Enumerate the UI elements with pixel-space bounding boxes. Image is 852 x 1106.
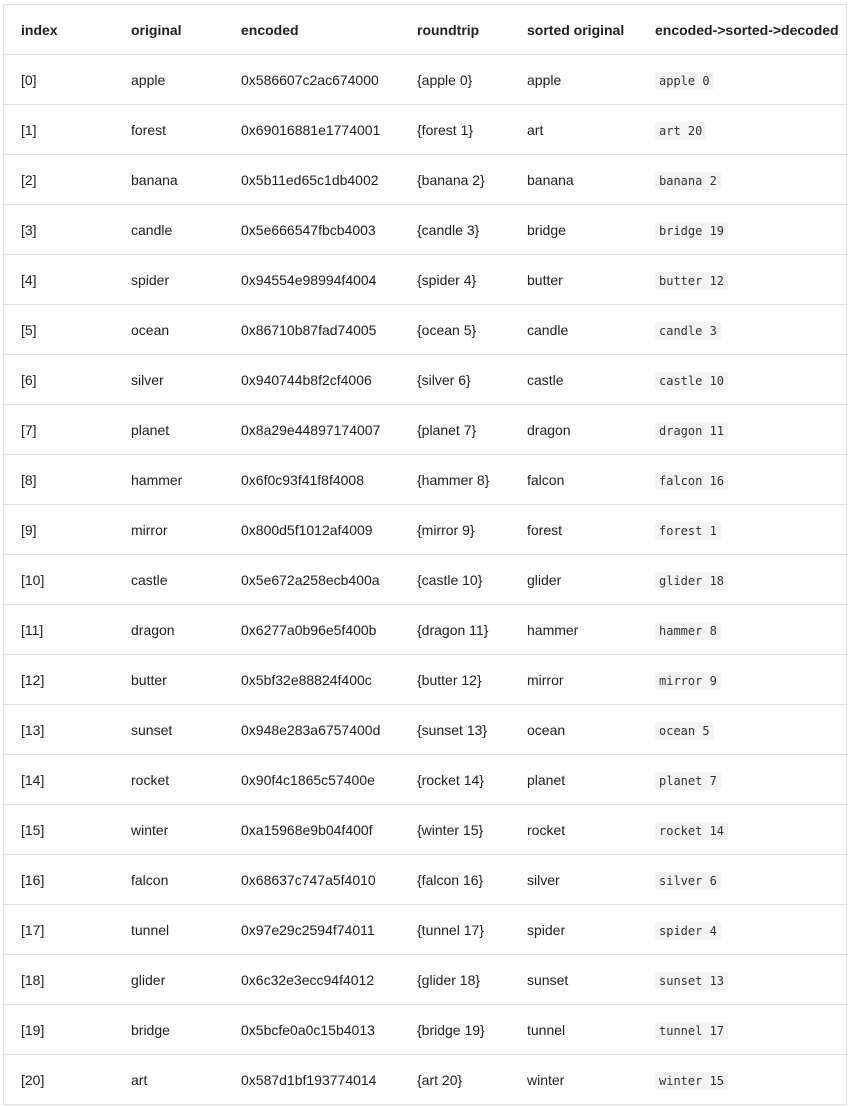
decoded-code: candle 3 [655,322,721,340]
cell-decoded [638,955,848,1005]
cell-sorted-original: spider [510,905,638,955]
cell-sorted-original: falcon [510,455,638,505]
cell-index: [3] [4,205,114,255]
cell-sorted-original: apple [527,71,562,88]
cell-original: winter [114,805,224,855]
cell-encoded: 0x5bcfe0a0c15b4013 [224,1005,400,1055]
cell-encoded: 0x5e666547fbcb4003 [224,205,400,255]
decoded-code: rocket 14 [655,822,728,840]
cell-sorted-original: dragon [510,405,638,455]
cell-original: falcon [114,855,224,905]
cell-encoded: 0x97e29c2594f74011 [224,905,400,955]
cell-decoded [638,255,848,305]
cell-roundtrip: {bridge 19} [400,1005,510,1055]
cell-index: [5] [4,305,114,355]
cell-decoded [638,1005,848,1055]
cell-original: glider [114,955,224,1005]
cell-encoded: 0x8a29e44897174007 [224,405,400,455]
cell-sorted-original: glider [510,555,638,605]
cell-sorted-original: rocket [510,805,638,855]
cell-encoded: 0x94554e98994f4004 [224,255,400,305]
decoded-code: dragon 11 [655,422,728,440]
table-row [4,155,848,205]
cell-original: art [114,1055,224,1105]
cell-original: forest [114,105,224,155]
header-index: index [4,5,114,55]
cell-encoded: 0x6277a0b96e5f400b [224,605,400,655]
cell-original: banana [114,155,224,205]
cell-encoded: 0x90f4c1865c57400e [224,755,400,805]
decoded-code: forest 1 [655,522,721,540]
cell-index: [10] [4,555,114,605]
table-row [4,55,848,105]
cell-index: [2] [4,155,114,205]
cell-index: [13] [4,705,114,755]
results-table [4,5,848,1104]
cell-decoded [638,205,848,255]
cell-roundtrip: {glider 18} [400,955,510,1005]
cell-sorted-original: hammer [510,605,638,655]
cell-index: [9] [4,505,114,555]
table-row [4,355,848,405]
cell-sorted-original: banana [510,155,638,205]
cell-roundtrip: {ocean 5} [400,305,510,355]
decoded-code: castle 10 [655,372,728,390]
decoded-code: hammer 8 [655,622,721,640]
decoded-code: bridge 19 [655,222,728,240]
cell-decoded [638,705,848,755]
header-roundtrip: roundtrip [400,5,510,55]
cell-sorted-original: silver [510,855,638,905]
cell-original: dragon [114,605,224,655]
cell-index: [7] [4,405,114,455]
cell-sorted-original: mirror [510,655,638,705]
cell-roundtrip: {butter 12} [400,655,510,705]
cell-index: [4] [4,255,114,305]
cell-roundtrip: {spider 4} [400,255,510,305]
table-row [4,105,848,155]
decoded-code: apple 0 [655,72,714,90]
cell-original: candle [114,205,224,255]
cell-decoded [638,405,848,455]
cell-encoded: 0x5bf32e88824f400c [224,655,400,705]
cell-sorted-original: candle [510,305,638,355]
cell-decoded [638,1055,848,1105]
table-row [4,855,848,905]
table-row [4,1055,848,1105]
cell-index: [6] [4,355,114,405]
cell-roundtrip: {apple 0} [417,71,473,88]
cell-index: [15] [4,805,114,855]
table-row [4,455,848,505]
cell-roundtrip: {falcon 16} [400,855,510,905]
cell-original: sunset [114,705,224,755]
decoded-code: banana 2 [655,172,721,190]
cell-decoded [638,755,848,805]
table-row [4,505,848,555]
table-row [4,305,848,355]
cell-sorted-original: art [510,105,638,155]
cell-encoded: 0x6c32e3ecc94f4012 [224,955,400,1005]
cell-sorted-original: winter [510,1055,638,1105]
table-row [4,255,848,305]
table-row [4,205,848,255]
cell-roundtrip: {tunnel 17} [400,905,510,955]
decoded-code: tunnel 17 [655,1022,728,1040]
decoded-code: mirror 9 [655,672,721,690]
cell-roundtrip: {planet 7} [400,405,510,455]
cell-index: [20] [4,1055,114,1105]
cell-roundtrip: {art 20} [400,1055,510,1105]
header-sorted-original: sorted original [510,5,638,55]
cell-index: [17] [4,905,114,955]
cell-roundtrip: {sunset 13} [400,705,510,755]
cell-roundtrip: {castle 10} [400,555,510,605]
cell-encoded: 0x586607c2ac674000 [241,71,379,88]
table-row [4,955,848,1005]
cell-decoded [638,455,848,505]
header-encoded: encoded [224,5,400,55]
cell-original: mirror [114,505,224,555]
table-body [4,55,848,1105]
cell-sorted-original: bridge [510,205,638,255]
cell-encoded: 0x800d5f1012af4009 [224,505,400,555]
cell-sorted-original: ocean [510,705,638,755]
cell-roundtrip: {banana 2} [400,155,510,205]
cell-decoded [638,55,848,105]
decoded-code: sunset 13 [655,972,728,990]
cell-original: tunnel [114,905,224,955]
cell-original: spider [114,255,224,305]
cell-index: [16] [4,855,114,905]
cell-index: [0] [21,71,37,88]
cell-original: butter [114,655,224,705]
cell-encoded: 0x86710b87fad74005 [224,305,400,355]
cell-sorted-original: butter [510,255,638,305]
cell-decoded [638,505,848,555]
table-row [4,605,848,655]
header-original: original [114,5,224,55]
cell-original: apple [131,71,166,88]
cell-index: [18] [4,955,114,1005]
table-row [4,805,848,855]
cell-encoded: 0x948e283a6757400d [224,705,400,755]
cell-index: [8] [4,455,114,505]
cell-sorted-original: planet [510,755,638,805]
table-header-row [4,5,848,55]
cell-roundtrip: {winter 15} [400,805,510,855]
cell-decoded [638,105,848,155]
cell-index: [11] [4,605,114,655]
cell-decoded [638,805,848,855]
decoded-code: planet 7 [655,772,721,790]
cell-encoded: 0x940744b8f2cf4006 [224,355,400,405]
cell-roundtrip: {hammer 8} [400,455,510,505]
cell-roundtrip: {forest 1} [400,105,510,155]
cell-encoded: 0x587d1bf193774014 [224,1055,400,1105]
decoded-code: falcon 16 [655,472,728,490]
table-row [4,1005,848,1055]
cell-encoded: 0x68637c747a5f4010 [224,855,400,905]
table-row [4,755,848,805]
table-row [4,905,848,955]
cell-original: rocket [114,755,224,805]
cell-decoded [638,555,848,605]
decoded-code: glider 18 [655,572,728,590]
cell-sorted-original: tunnel [510,1005,638,1055]
cell-original: planet [114,405,224,455]
decoded-code: silver 6 [655,872,721,890]
decoded-code: winter 15 [655,1072,728,1090]
cell-decoded [638,155,848,205]
cell-decoded [638,355,848,405]
decoded-code: ocean 5 [655,722,714,740]
table-row [4,655,848,705]
cell-roundtrip: {silver 6} [400,355,510,405]
cell-roundtrip: {dragon 11} [400,605,510,655]
cell-original: castle [114,555,224,605]
cell-decoded [638,305,848,355]
cell-encoded: 0x5e672a258ecb400a [224,555,400,605]
decoded-code: art 20 [655,122,706,140]
cell-sorted-original: castle [510,355,638,405]
cell-index: [14] [4,755,114,805]
cell-encoded: 0x69016881e1774001 [224,105,400,155]
cell-encoded: 0x6f0c93f41f8f4008 [224,455,400,505]
cell-original: bridge [114,1005,224,1055]
cell-roundtrip: {candle 3} [400,205,510,255]
cell-encoded: 0xa15968e9b04f400f [224,805,400,855]
cell-sorted-original: forest [510,505,638,555]
decoded-code: spider 4 [655,922,721,940]
table-row [4,555,848,605]
cell-original: silver [114,355,224,405]
table-row [4,405,848,455]
cell-roundtrip: {rocket 14} [400,755,510,805]
cell-original: ocean [114,305,224,355]
cell-decoded [638,855,848,905]
cell-index: [1] [4,105,114,155]
cell-original: hammer [114,455,224,505]
table-row [4,705,848,755]
cell-index: [12] [4,655,114,705]
cell-decoded [638,905,848,955]
cell-sorted-original: sunset [510,955,638,1005]
decoded-code: butter 12 [655,272,728,290]
cell-roundtrip: {mirror 9} [400,505,510,555]
header-encoded-sorted-decoded: encoded->sorted->decoded [638,5,848,55]
results-table-container [3,4,847,1105]
cell-encoded: 0x5b11ed65c1db4002 [224,155,400,205]
cell-decoded [638,605,848,655]
cell-index: [19] [4,1005,114,1055]
cell-decoded [638,655,848,705]
